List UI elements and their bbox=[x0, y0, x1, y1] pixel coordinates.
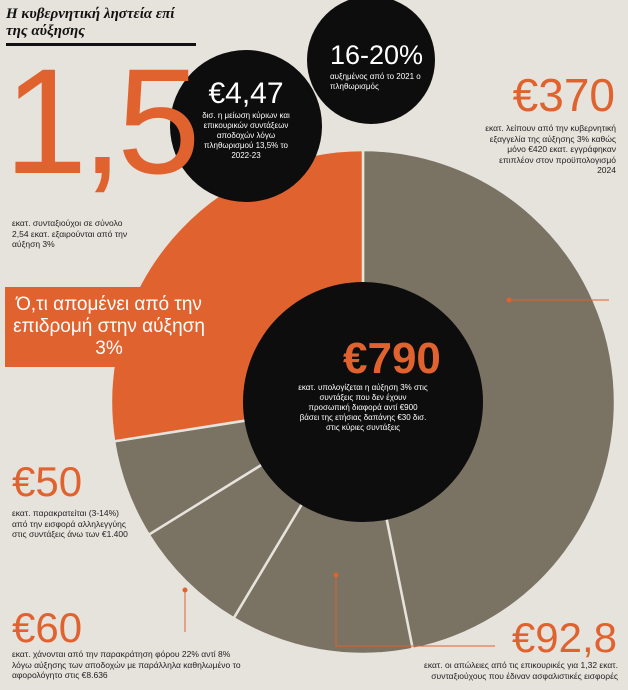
text-370: εκατ. λείπουν από την κυβερνητική εξαγγελία της αύξησης 3% καθώς μόνο €420 εκατ. εγγράφηκαν επιπλέον στον προϋπολογισμό 2024 bbox=[485, 123, 616, 175]
value-790: €790 bbox=[343, 334, 441, 383]
value-1-5: 1,5 bbox=[4, 37, 195, 205]
remaining-label: Ό,τι απομένει από την επιδρομή στην αύξηση 3% bbox=[5, 287, 213, 367]
text-1-5: εκατ. συνταξιούχοι σε σύνολο 2,54 εκατ. εξαιρούνται από την αύξηση 3% bbox=[12, 218, 128, 249]
leader-928-dot bbox=[334, 573, 338, 577]
value-928: €92,8 bbox=[511, 614, 617, 661]
page-title: Η κυβερνητική ληστεία επί της αύξησης bbox=[6, 6, 196, 46]
text-928: εκατ. οι απώλειες από τις επικουρικές για 1,32 εκατ. συνταξιούχους που έδιναν ασφαλιστικές εισφορές bbox=[424, 660, 618, 681]
leader-370-dot bbox=[507, 298, 511, 302]
value-50: €50 bbox=[12, 458, 83, 505]
value-1620: 16-20% bbox=[330, 40, 424, 70]
text-60: εκατ. χάνονται από την παρακράτηση φόρου 22% αντί 8% λόγω αύξησης των αποδοχών με παράλληλα καθηλωμένο το αφορολόγητο στις €8.636 bbox=[12, 649, 241, 680]
text-50: εκατ. παρακρατείται (3-14%) από την εισφορά αλληλεγγύης στις συντάξεις άνω των €1.400 bbox=[12, 508, 128, 539]
value-447: €4,47 bbox=[208, 77, 284, 110]
text-790: εκατ. υπολογίζεται η αύξηση 3% στις συντάξεις που δεν έχουν προσωπική διαφορά αντί €900 βάσει της ετήσιας δαπάνης €30 δισ. στις κύριες συντάξεις bbox=[298, 383, 428, 432]
text-447: δισ. η μείωση κύριων και επικουρικών συντάξεων αποδοχών λόγω πληθωρισμού 13,5% το 2022-23 bbox=[202, 111, 290, 160]
leader-60-dot bbox=[183, 588, 187, 592]
value-370: €370 bbox=[512, 69, 615, 121]
text-1620: αυξημένος από το 2021 ο πληθωρισμός bbox=[330, 72, 421, 91]
value-60: €60 bbox=[12, 604, 83, 651]
